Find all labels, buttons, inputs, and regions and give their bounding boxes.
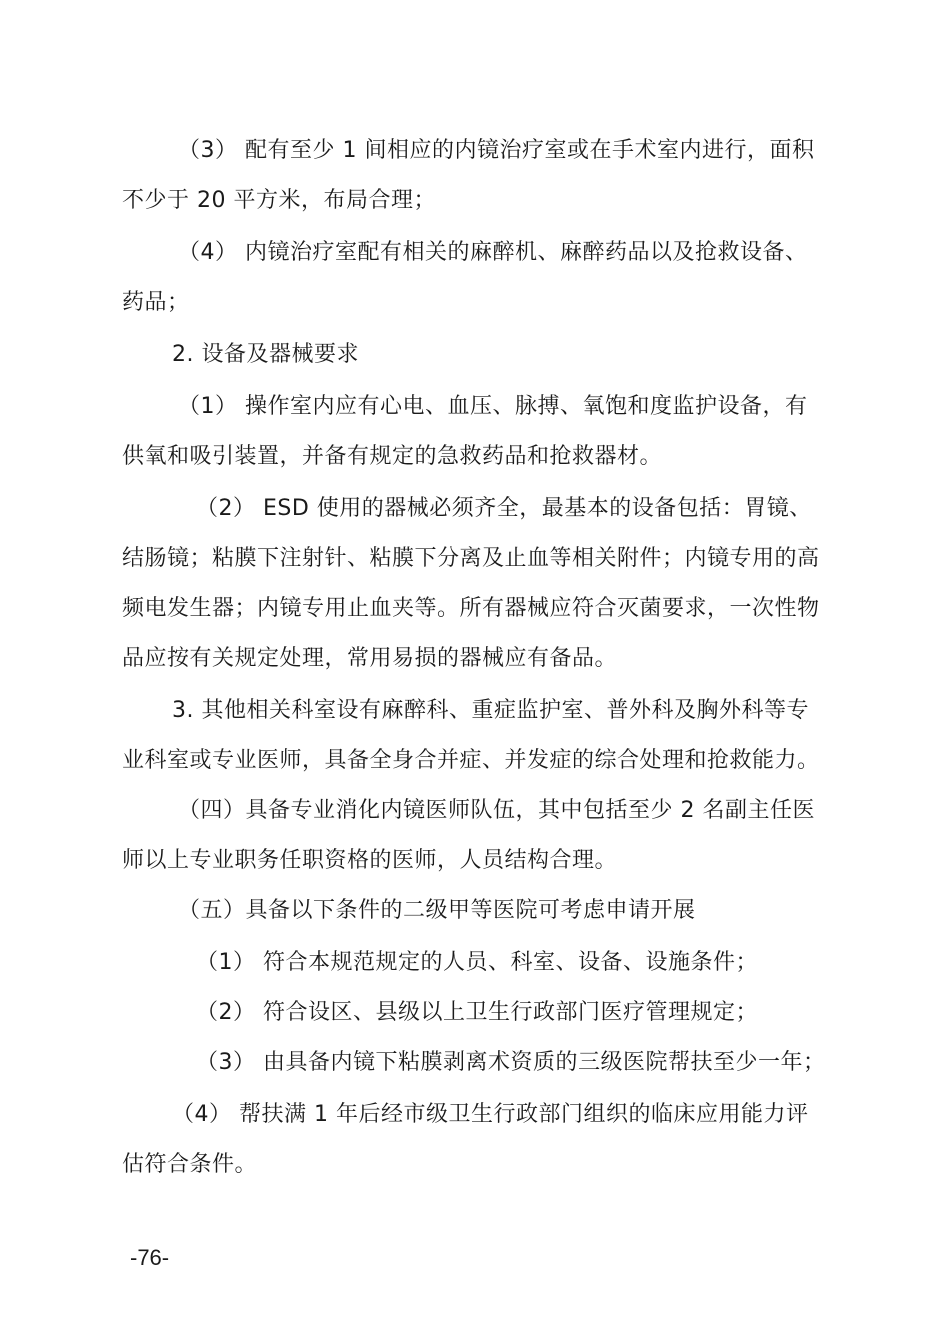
para-4-line-2: 药品； bbox=[122, 290, 190, 315]
section-3-line-1: 3. 其他相关科室设有麻醉科、重症监护室、普外科及胸外科等专 bbox=[172, 698, 809, 723]
equip-1-line-1: （1） 操作室内应有心电、血压、脉搏、氧饱和度监护设备，有 bbox=[178, 394, 808, 419]
page-number: -76- bbox=[130, 1245, 170, 1270]
equip-2-line-2: 结肠镜；粘膜下注射针、粘膜下分离及止血等相关附件；内镜专用的高 bbox=[122, 546, 820, 571]
equip-2-line-3: 频电发生器；内镜专用止血夹等。所有器械应符合灭菌要求，一次性物 bbox=[122, 596, 820, 621]
cond-1: （1） 符合本规范规定的人员、科室、设备、设施条件； bbox=[196, 950, 758, 975]
section-4-line-2: 师以上专业职务任职资格的医师，人员结构合理。 bbox=[122, 848, 618, 873]
section-2-heading: 2. 设备及器械要求 bbox=[172, 342, 359, 367]
para-3-line-2: 不少于 20 平方米，布局合理； bbox=[122, 188, 436, 213]
section-3-line-2: 业科室或专业医师，具备全身合并症、并发症的综合处理和抢救能力。 bbox=[122, 748, 820, 773]
equip-2-line-4: 品应按有关规定处理，常用易损的器械应有备品。 bbox=[122, 646, 618, 671]
cond-2: （2） 符合设区、县级以上卫生行政部门医疗管理规定； bbox=[196, 1000, 758, 1025]
para-4-line-1: （4） 内镜治疗室配有相关的麻醉机、麻醉药品以及抢救设备、 bbox=[178, 240, 808, 265]
para-3-line-1: （3） 配有至少 1 间相应的内镜治疗室或在手术室内进行，面积 bbox=[178, 138, 815, 163]
cond-4-line-1: （4） 帮扶满 1 年后经市级卫生行政部门组织的临床应用能力评 bbox=[172, 1102, 809, 1127]
cond-4-line-2: 估符合条件。 bbox=[122, 1152, 258, 1177]
section-5-heading: （五）具备以下条件的二级甲等医院可考虑申请开展 bbox=[178, 898, 696, 923]
section-4-line-1: （四）具备专业消化内镜医师队伍，其中包括至少 2 名副主任医 bbox=[178, 798, 815, 823]
equip-1-line-2: 供氧和吸引装置，并备有规定的急救药品和抢救器材。 bbox=[122, 444, 663, 469]
cond-3: （3） 由具备内镜下粘膜剥离术资质的三级医院帮扶至少一年； bbox=[196, 1050, 826, 1075]
equip-2-line-1: （2） ESD 使用的器械必须齐全，最基本的设备包括：胃镜、 bbox=[196, 496, 812, 521]
